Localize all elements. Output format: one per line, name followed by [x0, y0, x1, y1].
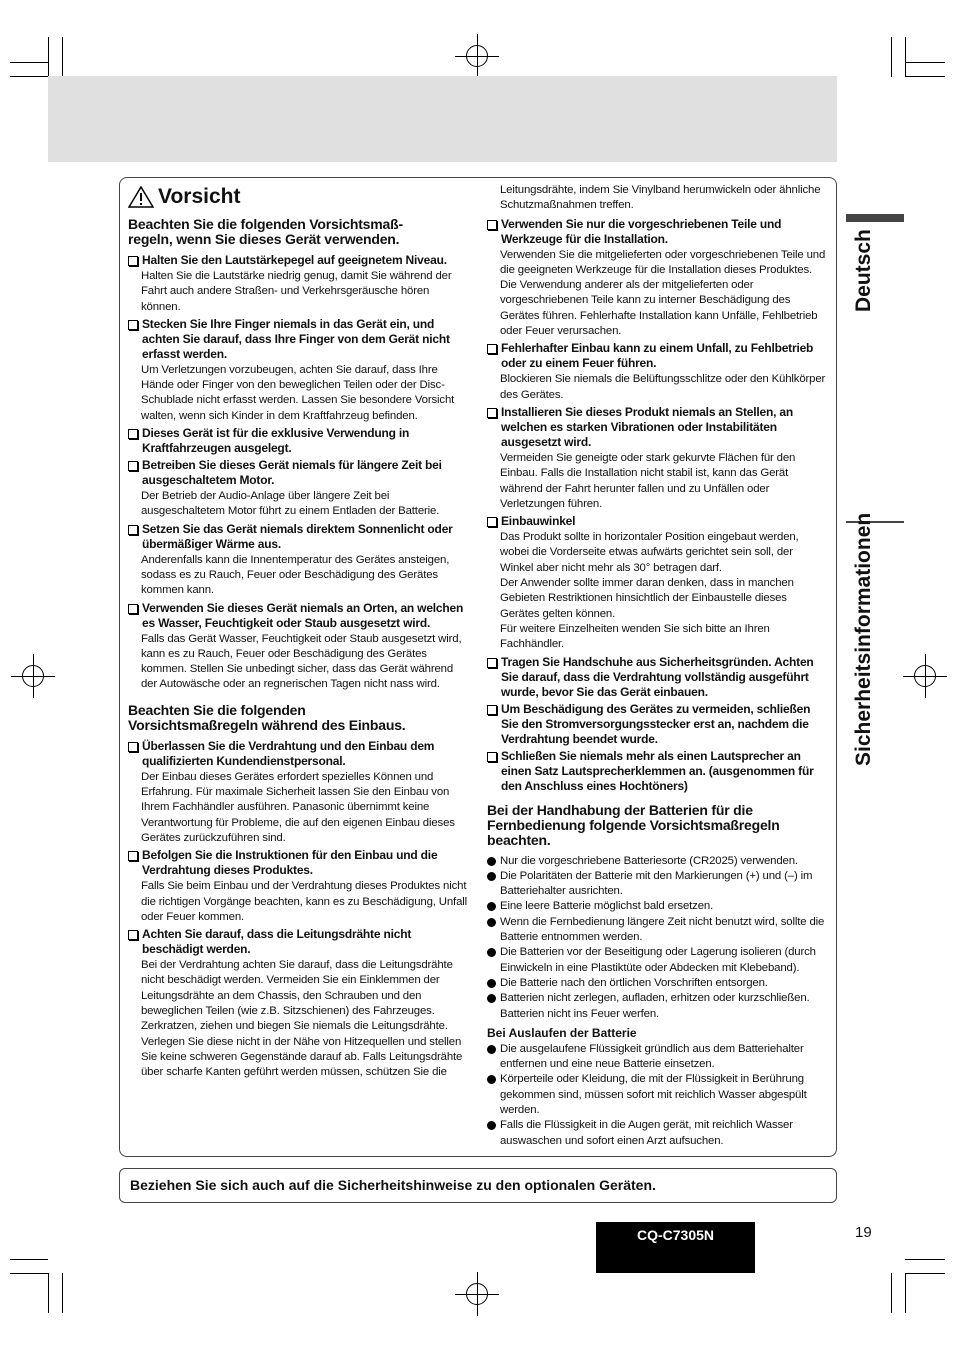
sidebar-section: Sicherheitsinformationen: [852, 512, 875, 766]
bullet-dot-icon: [487, 1121, 496, 1130]
caution-item: [128, 253, 468, 315]
list-battery: [487, 854, 829, 1022]
caution-item-heading: [128, 927, 468, 957]
bullet-item: [487, 991, 829, 1022]
caution-item-heading: [128, 426, 468, 456]
left-column: [128, 185, 468, 1083]
caution-item-heading: [128, 739, 468, 769]
right-column: [487, 183, 829, 1149]
caution-item-title: Dieses Gerät ist für die exklusive Verwendung in Kraftfahrzeugen ausgelegt.: [142, 426, 410, 456]
bullet-text: Falls die Flüssigkeit in die Augen gerät, mit reichlich Wasser auswaschen und sofort einen Arzt aufsuchen.: [500, 1119, 793, 1147]
caution-item: [128, 739, 468, 846]
page-title: [128, 185, 468, 209]
bullet-dot-icon: [487, 979, 496, 988]
registration-mark-top: [466, 45, 488, 67]
caution-item-body: Das Produkt sollte in horizontaler Position eingebaut werden, wobei die Vorderseite etwas aufwärts gerichtet sein soll, der Winkel aber nicht mehr als 30° betragen darf. Der Anwender sollte immer daran denken, dass in manchen Gebieten Restriktionen hinsichtlich der Einbaustelle dieses Gerätes gelten können. Für weitere Einzelheiten wenden Sie sich bitte an Ihren Fachhändler.: [500, 531, 799, 651]
caution-item-body: Der Betrieb der Audio-Anlage über längere Zeit bei ausgeschaltetem Motor führt zu einem Entladen der Batterie.: [141, 490, 440, 518]
caution-item: [128, 317, 468, 424]
checkbox-bullet-icon: [487, 344, 497, 354]
bullet-item: [487, 945, 829, 976]
checkbox-bullet-icon: [128, 461, 138, 471]
bullet-dot-icon: [487, 948, 496, 957]
caution-item-body: Anderenfalls kann die Innentemperatur des Gerätes ansteigen, sodass es zu Rauch, Feuer oder Beschädigung des Gerätes kommen kann.: [141, 553, 450, 597]
sidebar-bar: [846, 214, 904, 222]
checkbox-bullet-icon: [128, 930, 138, 940]
model-label: [596, 1222, 755, 1273]
checkbox-bullet-icon: [128, 525, 138, 535]
list-install: [128, 739, 468, 1081]
bullet-dot-icon: [487, 918, 496, 927]
section-heading-install: Beachten Sie die folgenden Vorsichtsmaßregeln während des Einbaus.: [128, 701, 406, 733]
bullet-item: [487, 854, 829, 869]
bullet-item: [487, 1042, 829, 1073]
caution-item-heading: [487, 749, 829, 794]
bullet-text: Körperteile oder Kleidung, die mit der Flüssigkeit in Berührung gekommen sind, müssen sofort mit reichlich Wasser abgespült werden.: [500, 1073, 807, 1116]
bullet-dot-icon: [487, 857, 496, 866]
caution-item-title: Tragen Sie Handschuhe aus Sicherheitsgründen. Achten Sie darauf, dass die Verdrahtung vollständig ausgeführt wurde, bevor Sie das Gerät einbauen.: [501, 654, 814, 699]
bullet-text: Die Batterien vor der Beseitigung oder Lagerung isolieren (durch Einwickeln in eine Plastiktüte oder Abdecken mit Klebeband).: [500, 946, 816, 974]
caution-item-title: Um Beschädigung des Gerätes zu vermeiden, schließen Sie den Stromversorgungsstecker erst an, nachdem die Verdrahtung beendet wurde.: [501, 701, 811, 746]
title-text: Vorsicht: [158, 185, 241, 208]
caution-item-title: Installieren Sie dieses Produkt niemals an Stellen, an welchen es starken Vibrationen oder Instabilitäten ausgesetzt wird.: [501, 404, 793, 449]
caution-item-title: Einbauwinkel: [501, 514, 576, 529]
header-band: [48, 76, 837, 162]
bullet-dot-icon: [487, 872, 496, 881]
caution-item-heading: [128, 253, 468, 268]
caution-item-body: Der Einbau dieses Gerätes erfordert spezielles Können und Erfahrung. Für maximale Sicherheit lassen Sie den Einbau von Ihrem Fachhändler ausführen. Panasonic übernimmt keine Verantwortung für Probleme, die auf den eigenen Einbau dieses Gerätes zurückzuführen sind.: [141, 770, 455, 844]
bullet-item: [487, 869, 829, 900]
checkbox-bullet-icon: [128, 256, 138, 266]
caution-item-title: Halten Sie den Lautstärkepegel auf geeignetem Niveau.: [142, 253, 447, 267]
model-text: CQ-C7305N: [636, 1226, 715, 1243]
checkbox-bullet-icon: [128, 320, 138, 330]
caution-item: [128, 601, 468, 693]
checkbox-bullet-icon: [487, 517, 497, 527]
checkbox-bullet-icon: [487, 752, 497, 762]
caution-item: [128, 426, 468, 456]
caution-item-title: Verwenden Sie dieses Gerät niemals an Orten, an welchen es Wasser, Feuchtigkeit oder Staub ausgesetzt wird.: [142, 600, 464, 630]
bullet-text: Wenn die Fernbedienung längere Zeit nicht benutzt wird, sollte die Batterie entnommen werden.: [500, 915, 825, 944]
caution-item-heading: [128, 458, 468, 488]
caution-item: [128, 848, 468, 925]
caution-item-heading: [128, 848, 468, 878]
caution-item: [128, 458, 468, 520]
caution-item-heading: [487, 655, 829, 700]
bullet-item: [487, 976, 829, 991]
caution-item-body: Blockieren Sie niemals die Belüftungsschlitze oder den Kühlkörper des Gerätes.: [500, 373, 826, 401]
caution-item-title: Verwenden Sie nur die vorgeschriebenen Teile und Werkzeuge für die Installation.: [501, 216, 782, 246]
bullet-item: [487, 915, 829, 946]
bullet-text: Batterien nicht zerlegen, aufladen, erhitzen oder kurzschließen. Batterien nicht ins Feuer werfen.: [500, 992, 810, 1020]
caution-item: [128, 927, 468, 1080]
checkbox-bullet-icon: [128, 429, 138, 439]
caution-item-body: Bei der Verdrahtung achten Sie darauf, dass die Leitungsdrähte nicht beschädigt werden. Vermeiden Sie ein Einklemmen der Leitungsdrähte an dem Chassis, den Schrauben und den beweglichen Teilen (wie z.B. Sitzschienen) des Fahrzeuges. Zerkratzen, ziehen und biegen Sie niemals die Leitungsdrähte. Verlegen Sie diese nicht in der Nähe von Hitzequellen und stellen Sie keine schweren Gegenstände darauf ab. Falls Leitungsdrähte über scharfe Kanten geführt werden müssen, schützen Sie die: [141, 959, 463, 1079]
caution-item-title: Achten Sie darauf, dass die Leitungsdrähte nicht beschädigt werden.: [142, 927, 412, 957]
caution-item-title: Befolgen Sie die Instruktionen für den Einbau und die Verdrahtung dieses Produktes.: [142, 848, 438, 878]
section-heading-use: Beachten Sie die folgenden Vorsichtsmaß- regeln, wenn Sie dieses Gerät verwenden.: [128, 216, 403, 247]
bullet-dot-icon: [487, 1045, 496, 1054]
bullet-text: Die Batterie nach den örtlichen Vorschriften entsorgen.: [500, 976, 768, 989]
caution-item: [487, 514, 829, 652]
checkbox-bullet-icon: [128, 851, 138, 861]
list-use: [128, 253, 468, 693]
caution-item: [128, 522, 468, 599]
caution-item-heading: [487, 702, 829, 747]
caution-item-body: Falls das Gerät Wasser, Feuchtigkeit oder Staub ausgesetzt wird, kann es zu Rauch, Feuer oder Beschädigung des Gerätes kommen. Stellen Sie unbedingt sicher, dass das Gerät während der Autowäsche oder an regnerischen Tagen nicht nass wird.: [141, 632, 462, 691]
caution-item-heading: [487, 514, 829, 529]
caution-item: [487, 405, 829, 512]
bullet-item: [487, 1072, 829, 1118]
caution-item-title: Stecken Sie Ihre Finger niemals in das Gerät ein, und achten Sie darauf, dass Ihre Finger von dem Gerät nicht erfasst werden.: [142, 316, 450, 361]
sidebar-language: Deutsch: [852, 229, 875, 312]
bullet-text: Eine leere Batterie möglichst bald ersetzen.: [500, 900, 714, 913]
caution-item-body: Verwenden Sie die mitgelieferten oder vorgeschriebenen Teile und die geeigneten Werkzeuge für die Installation dieses Produktes. Die Verwendung anderer als der mitgelieferten oder vorgeschriebenen Teile kann zu interner Beschädigung des Gerätes führen. Fehlerhafte Installation kann Unfälle, Fehlbetrieb oder Feuer verursachen.: [500, 248, 826, 338]
caution-item-heading: [487, 405, 829, 450]
checkbox-bullet-icon: [487, 658, 497, 668]
registration-mark-left: [22, 665, 44, 687]
caution-item-body: Halten Sie die Lautstärke niedrig genug, damit Sie während der Fahrt auch andere Straßen- und Verkehrsgeräusche hören können.: [141, 270, 452, 313]
caution-item: [487, 341, 829, 403]
bullet-text: Die Polaritäten der Batterie mit den Markierungen (+) und (–) im Batteriehalter ausrichten.: [500, 869, 813, 898]
note-box: [119, 1168, 837, 1203]
caution-item-title: Überlassen Sie die Verdrahtung und den Einbau dem qualifizierten Kundendienstpersonal.: [142, 738, 435, 768]
page-number: 19: [855, 1224, 872, 1241]
list-install-continued: [487, 217, 829, 794]
caution-item-heading: [487, 217, 829, 247]
checkbox-bullet-icon: [487, 705, 497, 715]
bullet-text: Nur die vorgeschriebene Batteriesorte (CR2025) verwenden.: [500, 854, 798, 867]
bullet-dot-icon: [487, 902, 496, 911]
registration-mark-right: [914, 665, 936, 687]
section-heading-battery: Bei der Handhabung der Batterien für die Fernbedienung folgende Vorsichtsmaßregeln beachten.: [487, 801, 780, 848]
caution-item-title: Betreiben Sie dieses Gerät niemals für längere Zeit bei ausgeschaltetem Motor.: [142, 458, 442, 488]
caution-item-body: Um Verletzungen vorzubeugen, achten Sie darauf, dass Ihre Hände oder Finger von den beweglichen Teilen oder der Disc-Schublade nicht erfasst werden. Lassen Sie besondere Vorsicht walten, wenn sich Kinder in dem Kraftfahrzeug befinden.: [141, 363, 455, 422]
caution-item: [487, 655, 829, 700]
checkbox-bullet-icon: [487, 408, 497, 418]
bullet-item: [487, 1118, 829, 1149]
checkbox-bullet-icon: [128, 604, 138, 614]
checkbox-bullet-icon: [128, 742, 138, 752]
note-text: Beziehen Sie sich auch auf die Sicherheitshinweise zu den optionalen Geräten.: [130, 1177, 656, 1193]
caution-item-body: Vermeiden Sie geneigte oder stark gekurvte Flächen für den Einbau. Falls die Installation nicht stabil ist, kann das Gerät während der Fahrt herunter fallen und zu Unfällen oder Verletzungen führen.: [500, 451, 796, 510]
bullet-item: [487, 899, 829, 914]
checkbox-bullet-icon: [487, 220, 497, 230]
caution-item-title: Setzen Sie das Gerät niemals direktem Sonnenlicht oder übermäßiger Wärme aus.: [142, 521, 453, 551]
caution-item: [487, 702, 829, 747]
caution-item-body: Falls Sie beim Einbau und der Verdrahtung dieses Produktes nicht die richtigen Vorgänge beachten, kann es zu Beschädigung, Unfall oder Feuer kommen.: [141, 880, 468, 923]
caution-item: [487, 749, 829, 794]
bullet-dot-icon: [487, 1075, 496, 1084]
list-leak: [487, 1042, 829, 1149]
warning-icon: [128, 186, 154, 208]
bullet-dot-icon: [487, 994, 496, 1003]
registration-mark-bottom: [466, 1283, 488, 1305]
caution-item-title: Fehlerhafter Einbau kann zu einem Unfall, zu Fehlbetrieb oder zu einem Feuer führen.: [501, 341, 814, 371]
caution-item-title: Schließen Sie niemals mehr als einen Lautsprecher an einen Satz Lautsprecherklemmen an. (ausgenommen für den Anschluss eines Hochtöners): [501, 748, 814, 793]
caution-item-heading: [128, 601, 468, 631]
bullet-text: Die ausgelaufene Flüssigkeit gründlich aus dem Batteriehalter entfernen und eine neue Batterie einsetzen.: [500, 1042, 804, 1071]
caution-item-heading: [128, 317, 468, 362]
caution-item: [487, 217, 829, 340]
caution-item-heading: [128, 522, 468, 552]
continued-text: Leitungsdrähte, indem Sie Vinylband herumwickeln oder ähnliche Schutzmaßnahmen treffen.: [500, 184, 821, 212]
caution-item-heading: [487, 341, 829, 371]
section-heading-leak: Bei Auslaufen der Batterie: [487, 1025, 637, 1040]
